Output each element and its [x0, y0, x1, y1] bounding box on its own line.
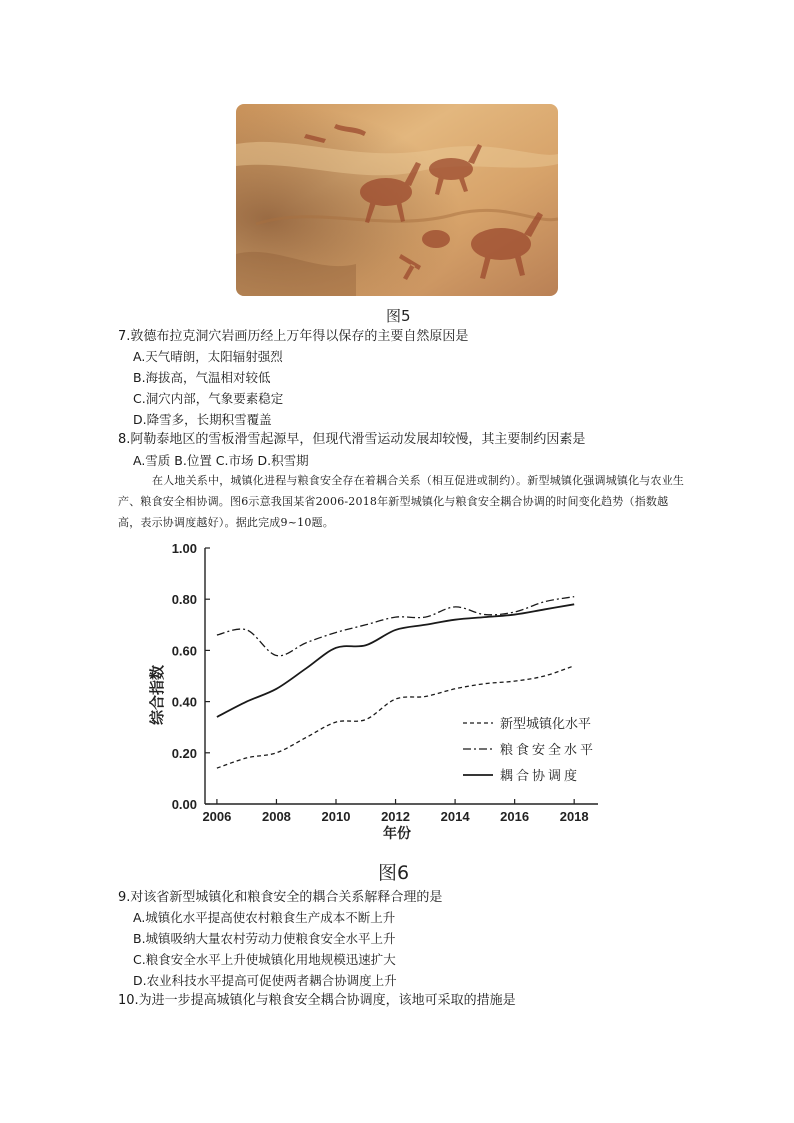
y-tick-label: 0.60 — [171, 643, 197, 659]
x-tick-label: 2018 — [559, 809, 589, 824]
intro-paragraph — [118, 470, 690, 533]
chart-legend — [463, 716, 596, 783]
y-tick-label: 0.00 — [171, 797, 197, 812]
legend-label: 新型城镇化水平 — [500, 716, 592, 731]
x-tick-label: 2010 — [321, 809, 351, 824]
x-axis-label: 年份 — [383, 825, 411, 841]
y-tick-label: 1.00 — [171, 541, 197, 556]
rock-painting-image — [236, 104, 558, 296]
x-tick-label: 2012 — [381, 809, 411, 824]
y-tick-label: 0.40 — [171, 694, 197, 710]
question-7-option-c: C.洞穴内部，气象要素稳定 — [133, 391, 284, 406]
intro-paragraph-text: 在人地关系中，城镇化进程与粮食安全存在着耦合关系（相互促进或制约）。新型城镇化强调城镇化与农业生产、粮食安全相协调。图6示意我国某省2006-2018年新型城镇化与粮食安全耦合协调的时间变化趋势（指数越高，表示协调度越好）。据此完成9~10题。 — [118, 474, 685, 529]
legend-label: 耦合协调度 — [500, 768, 581, 783]
x-tick-label: 2014 — [440, 809, 470, 824]
x-tick-label: 2008 — [261, 809, 291, 824]
rock-painting-photo — [236, 104, 558, 296]
question-9-option-c: C.粮食安全水平上升使城镇化用地规模迅速扩大 — [133, 952, 396, 967]
question-8-options: A.雪质 B.位置 C.市场 D.积雪期 — [133, 453, 309, 468]
figure-5-caption: 图5 — [386, 307, 411, 325]
chart-axes — [205, 548, 598, 804]
question-7-option-a: A.天气晴朗，太阳辐射强烈 — [133, 349, 283, 364]
question-8-text: 8.阿勒泰地区的雪板滑雪起源早，但现代滑雪运动发展却较慢，其主要制约因素是 — [118, 432, 586, 447]
question-9-text: 9.对该省新型城镇化和粮食安全的耦合关系解释合理的是 — [118, 890, 443, 905]
question-9-option-b: B.城镇吸纳大量农村劳动力使粮食安全水平上升 — [133, 931, 396, 946]
question-7-option-b: B.海拔高，气温相对较低 — [133, 370, 271, 385]
y-tick-label: 0.80 — [171, 592, 197, 608]
question-9-option-a: A.城镇化水平提高使农村粮食生产成本不断上升 — [133, 910, 396, 925]
question-7-option-d: D.降雪多，长期积雪覆盖 — [133, 412, 272, 427]
question-7-text: 7.敦德布拉克洞穴岩画历经上万年得以保存的主要自然原因是 — [118, 329, 469, 344]
line-chart — [140, 535, 610, 850]
series-line-3 — [217, 604, 574, 717]
y-tick-label: 0.20 — [171, 745, 197, 761]
series-line-2 — [217, 597, 574, 656]
figure-6-caption: 图6 — [378, 862, 410, 884]
legend-label: 粮食安全水平 — [500, 742, 597, 757]
y-axis-label: 综合指数 — [149, 664, 166, 726]
y-tick-labels — [172, 541, 197, 812]
x-tick-label: 2016 — [500, 809, 530, 824]
x-tick-labels — [202, 809, 588, 824]
question-10-text: 10.为进一步提高城镇化与粮食安全耦合协调度，该地可采取的措施是 — [118, 993, 516, 1008]
x-tick-label: 2006 — [202, 809, 232, 824]
question-9-option-d: D.农业科技水平提高可促使两者耦合协调度上升 — [133, 973, 397, 988]
